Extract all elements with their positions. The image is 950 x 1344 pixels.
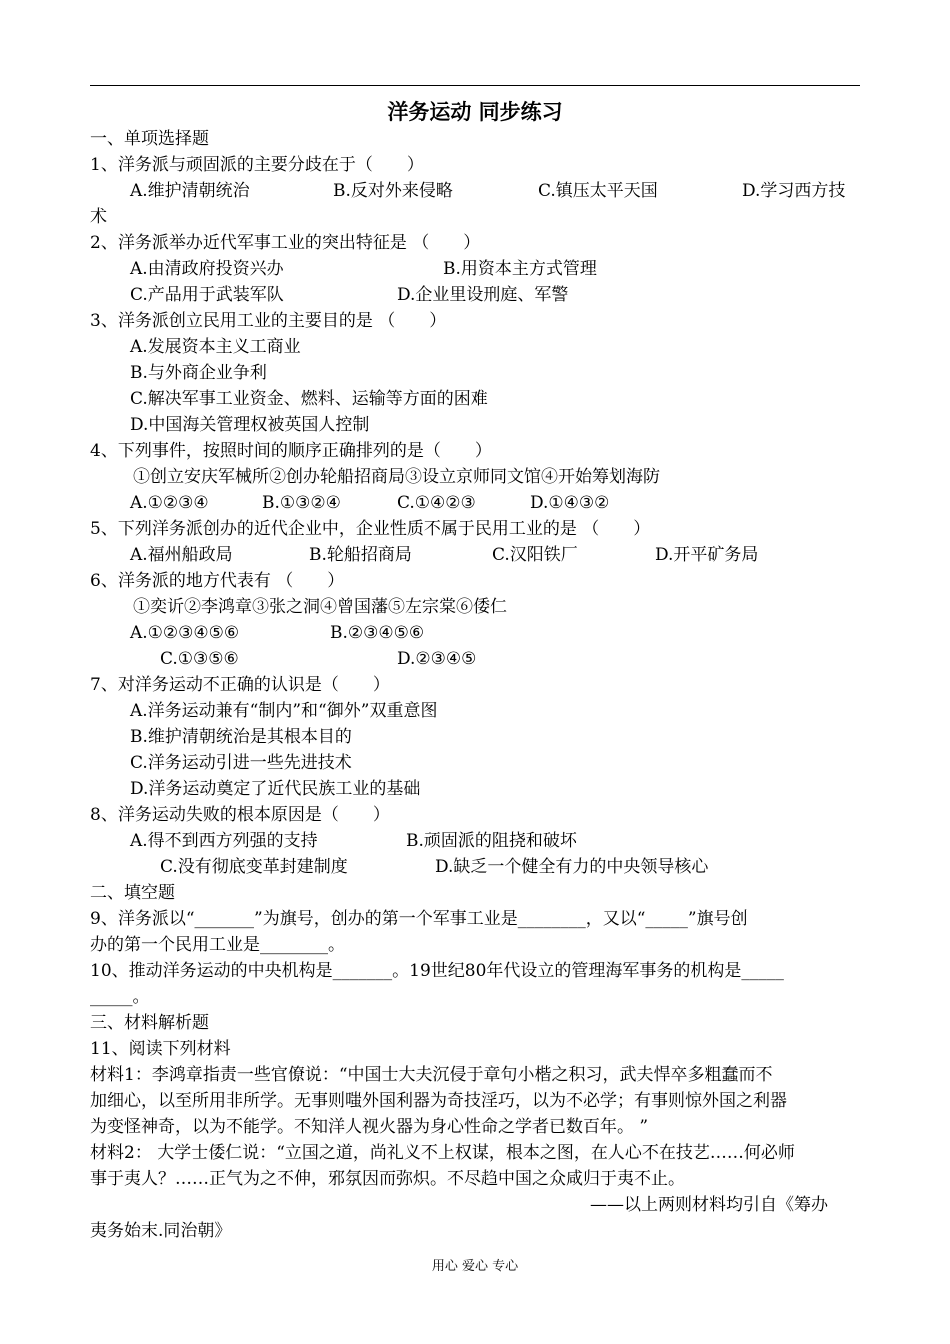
- question-6-option-d: D.②③④⑤: [397, 649, 477, 669]
- question-9-line-1: 9、洋务派以“_______”为旗号，创办的第一个军事工业是________，又以“_____”旗号创: [90, 909, 748, 929]
- question-2-stem: 2、洋务派举办近代军事工业的突出特征是 （ ）: [90, 233, 481, 253]
- question-2-option-a: A.由清政府投资兴办: [130, 259, 284, 279]
- question-7-option-c: C.洋务运动引进一些先进技术: [130, 753, 352, 773]
- question-5-option-a: A.福州船政局: [130, 545, 233, 565]
- material-source-line-1: ——以上两则材料均引自《筹办: [590, 1195, 828, 1215]
- question-1-option-d: D.学习西方技: [742, 181, 846, 201]
- question-1-option-d-continued: 术: [90, 207, 107, 227]
- question-5-option-c: C.汉阳铁厂: [492, 545, 578, 565]
- question-1-option-c: C.镇压太平天国: [538, 181, 658, 201]
- question-1-stem: 1、洋务派与顽固派的主要分歧在于（ ）: [90, 155, 424, 175]
- question-10-line-1: 10、推动洋务运动的中央机构是_______。19世纪80年代设立的管理海军事务的机构是_____: [90, 961, 784, 981]
- material-1-line-2: 加细心，以至所用非所学。无事则嗤外国利器为奇技淫巧，以为不必学；有事则惊外国之利器: [90, 1091, 787, 1111]
- header-rule: [90, 85, 860, 86]
- section-heading-fill-in: 二、填空题: [90, 883, 175, 903]
- question-4-stem: 4、下列事件，按照时间的顺序正确排列的是（ ）: [90, 441, 492, 461]
- question-2-option-c: C.产品用于武装军队: [130, 285, 284, 305]
- question-2-option-d: D.企业里设刑庭、军警: [397, 285, 569, 305]
- question-5-stem: 5、下列洋务派创办的近代企业中，企业性质不属于民用工业的是 （ ）: [90, 519, 651, 539]
- question-3-option-a: A.发展资本主义工商业: [130, 337, 301, 357]
- material-1-line-3: 为变怪神奇，以为不能学。不知洋人视火器为身心性命之学者已数百年。 ”: [90, 1117, 649, 1137]
- question-1-option-b: B.反对外来侵略: [333, 181, 453, 201]
- page-footer: 用心 爱心 专心: [431, 1259, 519, 1274]
- question-6-option-c: C.①③⑤⑥: [160, 649, 239, 669]
- question-4-option-d: D.①④③②: [530, 493, 610, 513]
- question-7-stem: 7、对洋务运动不正确的认识是（ ）: [90, 675, 390, 695]
- material-2-line-1: 材料2： 大学士倭仁说：“立国之道，尚礼义不上权谋，根本之图，在人心不在技艺……何必师: [90, 1143, 795, 1163]
- question-4-option-b: B.①③②④: [262, 493, 341, 513]
- question-6-option-b: B.②③④⑤⑥: [330, 623, 425, 643]
- section-heading-material: 三、材料解析题: [90, 1013, 209, 1033]
- question-6-option-a: A.①②③④⑤⑥: [130, 623, 240, 643]
- material-2-line-2: 事于夷人？……正气为之不伸，邪氛因而弥炽。不尽趋中国之众咸归于夷不止。: [90, 1169, 685, 1189]
- question-8-option-a: A.得不到西方列强的支持: [130, 831, 318, 851]
- question-9-line-2: 办的第一个民用工业是________。: [90, 935, 345, 955]
- question-6-stem: 6、洋务派的地方代表有 （ ）: [90, 571, 345, 591]
- question-8-option-d: D.缺乏一个健全有力的中央领导核心: [435, 857, 709, 877]
- question-5-option-b: B.轮船招商局: [309, 545, 412, 565]
- question-7-option-d: D.洋务运动奠定了近代民族工业的基础: [130, 779, 421, 799]
- question-4-option-a: A.①②③④: [130, 493, 209, 513]
- question-1-option-a: A.维护清朝统治: [130, 181, 250, 201]
- question-8-stem: 8、洋务运动失败的根本原因是（ ）: [90, 805, 390, 825]
- question-7-option-b: B.维护清朝统治是其根本目的: [130, 727, 352, 747]
- page-title: 洋务运动 同步练习: [387, 100, 563, 124]
- question-4-items: ①创立安庆军械所②创办轮船招商局③设立京师同文馆④开始筹划海防: [133, 467, 660, 487]
- question-7-option-a: A.洋务运动兼有“制内”和“御外”双重意图: [130, 701, 438, 721]
- question-6-items: ①奕䜣②李鸿章③张之洞④曾国藩⑤左宗棠⑥倭仁: [133, 597, 507, 617]
- material-1-line-1: 材料1：李鸿章指责一些官僚说：“中国士大夫沉侵于章句小楷之积习，武夫悍卒多粗蠢而不: [90, 1065, 773, 1085]
- question-3-option-d: D.中国海关管理权被英国人控制: [130, 415, 370, 435]
- question-8-option-c: C.没有彻底变革封建制度: [160, 857, 348, 877]
- question-2-option-b: B.用资本主方式管理: [443, 259, 597, 279]
- question-3-option-b: B.与外商企业争利: [130, 363, 267, 383]
- question-4-option-c: C.①④②③: [397, 493, 476, 513]
- material-source-line-2: 夷务始末.同治朝》: [90, 1221, 232, 1241]
- question-10-line-2: _____。: [90, 987, 150, 1007]
- section-heading-choice: 一、单项选择题: [90, 129, 209, 149]
- question-3-option-c: C.解决军事工业资金、燃料、运输等方面的困难: [130, 389, 488, 409]
- question-11-stem: 11、阅读下列材料: [90, 1039, 231, 1059]
- question-5-option-d: D.开平矿务局: [655, 545, 759, 565]
- question-8-option-b: B.顽固派的阻挠和破坏: [406, 831, 577, 851]
- question-3-stem: 3、洋务派创立民用工业的主要目的是 （ ）: [90, 311, 447, 331]
